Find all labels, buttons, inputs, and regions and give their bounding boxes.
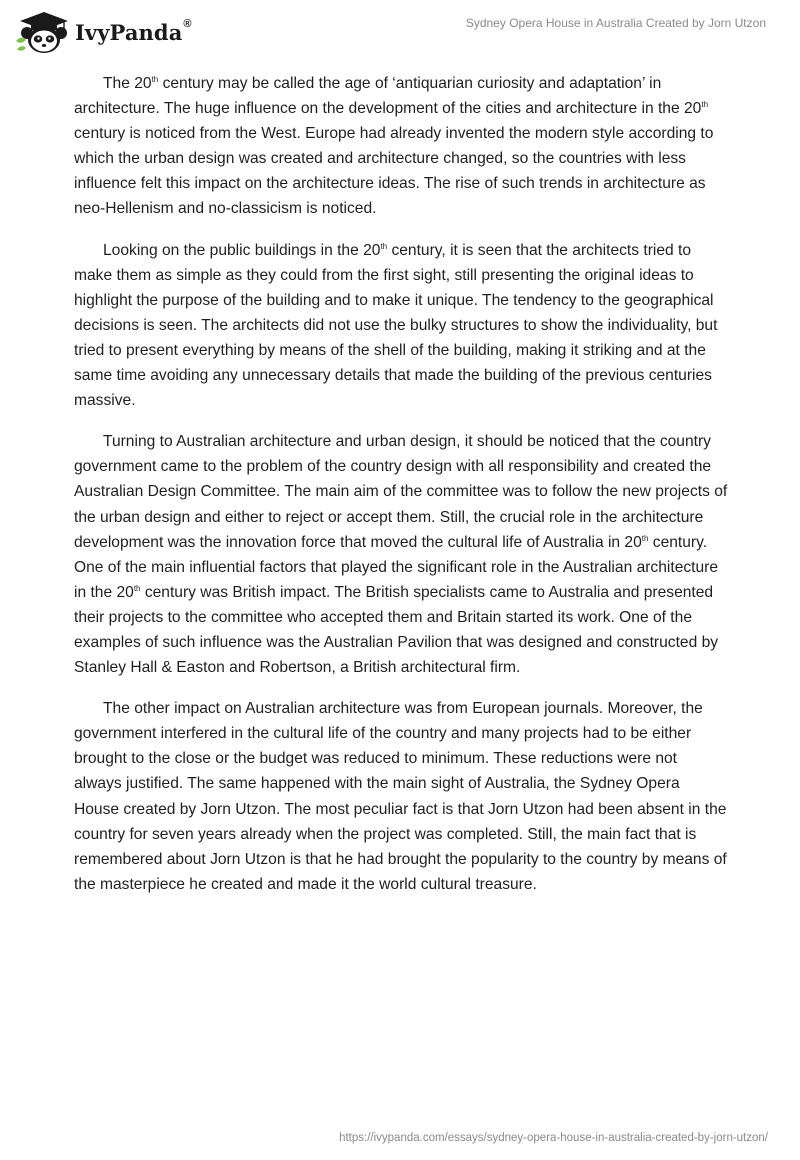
ivypanda-logo[interactable] <box>14 9 192 55</box>
paragraph-text: century may be called the age of ‘antiquarian curiosity and adaptation’ in architecture. The huge influence on the development of the cities and architecture in the 20 <box>74 75 702 118</box>
ordinal-superscript: th <box>133 583 141 593</box>
essay-body <box>74 71 728 913</box>
registered-mark: ® <box>183 17 192 30</box>
paragraph-text: century, it is seen that the architects tried to make them as simple as they could from the first sight, still presenting the original ideas to highlight the purpose of the building and to make it unique. The tendency to the geographical decisions is seen. The architects did not use the bulky structures to show the individuality, but tried to present everything by means of the shell of the building, making it striking and at the same time avoiding any unnecessary details that made the building of the previous centuries massive. <box>74 241 718 410</box>
body-paragraph <box>74 238 728 414</box>
ordinal-superscript: th <box>151 75 159 84</box>
paragraph-text: Looking on the public buildings in the 20 <box>103 241 381 259</box>
paragraph-text: Turning to Australian architecture and urban design, it should be noticed that the country government came to the problem of the country design with all responsibility and created the Australian Design Committee. The main aim of the committee was to follow the new projects of the urban design and either to reject or accept them. Still, the crucial role in the architecture development was the innovation force that moved the cultural life of Australia in 20 <box>74 433 728 551</box>
ordinal-superscript: th <box>641 533 649 543</box>
paragraph-text: The other impact on Australian architecture was from European journals. Moreover, the government interfered in the cultural life of the country and many projects had to be either brought to the close or the budget was reduced to minimum. These reductions were not always justified. The same happened with the main sight of Australia, the Sydney Opera House created by Jorn Utzon. The most peculiar fact is that Jorn Utzon had been absent in the country for seven years already when the project was completed. Still, the main fact that is remembered about Jorn Utzon is that he had brought the popularity to the country by means of the masterpiece he created and made it the world cultural treasure. <box>74 700 727 893</box>
page-header <box>0 0 800 60</box>
paragraph-text: century. One of the main influential factors that played the significant role in the Australian architecture in the 20 <box>74 533 719 601</box>
logo-text: IvyPanda® <box>75 17 192 45</box>
body-paragraph <box>74 71 728 222</box>
body-paragraph <box>74 429 728 680</box>
document-title: Sydney Opera House in Australia Created by Jorn Utzon <box>465 16 766 30</box>
body-paragraph <box>74 696 728 897</box>
paragraph-text: century is noticed from the West. Europe had already invented the modern style according to which the urban design was created and architecture changed, so the countries with less influence felt this impact on the architecture ideas. The rise of such trends in architecture as neo-Hellenism and no-classicism is noticed. <box>74 125 714 218</box>
paragraph-text: The 20 <box>103 75 152 92</box>
ordinal-superscript: th <box>701 100 709 110</box>
source-url[interactable]: https://ivypanda.com/essays/sydney-opera-house-in-australia-created-by-jorn-utzon/ <box>339 1132 768 1144</box>
paragraph-text: century was British impact. The British specialists came to Australia and presented their projects to the committee who accepted them and Britain started its work. One of the examples of such influence was the Australian Pavilion that was designed and constructed by Stanley Hall & Easton and Robertson, a British architectural firm. <box>74 583 719 677</box>
panda-graduation-cap-icon <box>14 9 70 55</box>
ordinal-superscript: th <box>380 241 388 251</box>
